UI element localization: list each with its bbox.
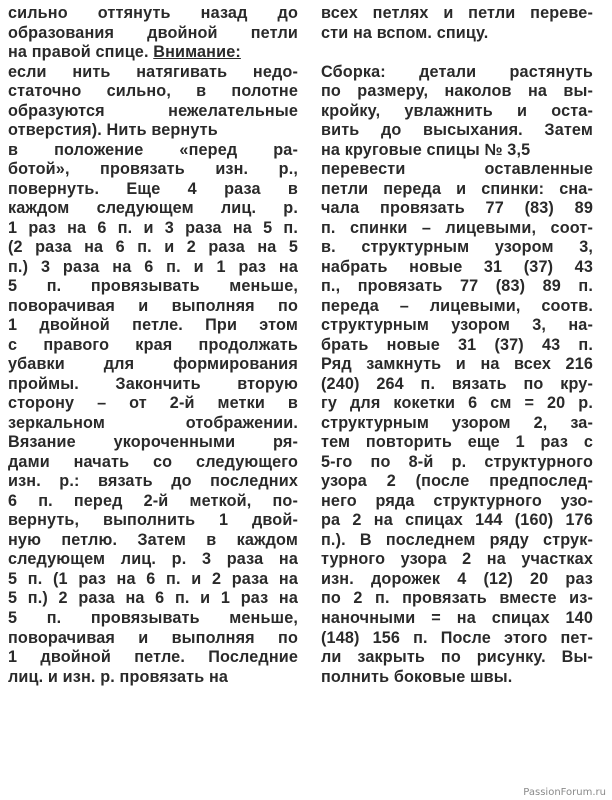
text-line: повернуть. Еще 4 раза в <box>8 179 298 198</box>
text-line: петли переда и спинки: сна- <box>321 179 593 198</box>
text-line: лиц. и изн. р. провязать на <box>8 667 229 686</box>
text-line: отверстия). Нить вернуть <box>8 121 218 140</box>
left-text-column <box>8 4 298 687</box>
text-line: изн. дорожек 4 (12) 20 раз <box>321 569 593 588</box>
text-line: (148) 156 п. После этого пет- <box>321 628 593 647</box>
text-line: поворачивая и выполняя по <box>8 296 298 315</box>
text-line: наночными = на спицах 140 <box>321 608 593 627</box>
text-line: 5 п. провязывать меньше, <box>8 608 298 627</box>
text-line: 5 п. провязывать меньше, <box>8 277 298 296</box>
text-line: изн. р.: вязать до последних <box>8 472 298 491</box>
text-line: зеркальном отображении. <box>8 413 298 432</box>
text-line: с правого края продолжать <box>8 335 298 354</box>
text-line: 5-го по 8-й р. структурного <box>321 452 593 471</box>
text-line: Вязание укороченными ря- <box>8 433 298 452</box>
text-line <box>321 63 593 83</box>
text-line: брать новые 31 (37) 43 п. <box>321 335 593 354</box>
text-line: Ряд замкнуть и на всех 216 <box>321 355 593 374</box>
text-line: турного узора 2 на участках <box>321 550 593 569</box>
text-line: (2 раза на 6 п. и 2 раза на 5 <box>8 238 298 257</box>
text-line: каждом следующем лиц. р. <box>8 199 298 218</box>
text-line: убавки для формирования <box>8 355 298 374</box>
text-line: по 2 п. провязать вместе из- <box>321 589 593 608</box>
text-line: структурным узором 3, на- <box>321 316 593 335</box>
text-line: (240) 264 п. вязать по кру- <box>321 374 593 393</box>
text-line: проймы. Закончить вторую <box>8 374 298 393</box>
text-line: если нить натягивать недо- <box>8 62 298 81</box>
text-line: в. структурным узором 3, <box>321 238 593 257</box>
watermark: PassionForum.ru <box>523 787 606 798</box>
text-line: 6 п. перед 2-й меткой, по- <box>8 491 298 510</box>
line-segment: на правой спице. <box>8 43 154 62</box>
text-line: 1 раз на 6 п. и 3 раза на 5 п. <box>8 218 298 237</box>
text-line: статочно сильно, в полотне <box>8 82 298 101</box>
text-line: кройку, увлажнить и оста- <box>321 101 593 120</box>
line-segment: детали растянуть <box>385 62 593 81</box>
text-line: всех петлях и петли переве- <box>321 4 593 22</box>
text-line: п., провязать 77 (83) 89 п. <box>321 277 593 296</box>
text-line: переда – лицевыми, соотв. <box>321 296 593 315</box>
text-line: ра 2 на спицах 144 (160) 176 <box>321 511 593 530</box>
text-line: п.). В последнем ряду струк- <box>321 530 593 549</box>
text-line: перевести оставленные <box>321 160 593 179</box>
text-line: поворачивая и выполняя по <box>8 628 298 647</box>
text-line: образования двойной петли <box>8 23 298 42</box>
text-line: сильно оттянуть назад до <box>8 4 298 22</box>
text-line: 5 п.) 2 раза на 6 п. и 1 раз на <box>8 589 298 608</box>
text-line: 1 двойной петле. Последние <box>8 648 298 667</box>
text-line: на круговые спицы № 3,5 <box>321 140 531 159</box>
text-line: сти на вспом. спицу. <box>321 23 489 42</box>
text-line: ную петлю. Затем в каждом <box>8 530 298 549</box>
section-heading: Сборка: <box>321 62 386 81</box>
text-line: структурным узором 2, за- <box>321 413 593 432</box>
text-line: дами начать со следующего <box>8 452 298 471</box>
text-line: следующем лиц. р. 3 раза на <box>8 550 298 569</box>
text-line: образуются нежелательные <box>8 101 298 120</box>
text-line: п.) 3 раза на 6 п. и 1 раз на <box>8 257 298 276</box>
text-line: ботой», провязать изн. р., <box>8 160 298 179</box>
text-line: узора 2 (после предпослед- <box>321 472 593 491</box>
text-line: чала провязать 77 (83) 89 <box>321 199 593 218</box>
text-line: вернуть, выполнить 1 двой- <box>8 511 298 530</box>
text-line: вить до высыхания. Затем <box>321 121 593 140</box>
text-line <box>8 43 298 63</box>
text-line: 5 п. (1 раз на 6 п. и 2 раза на <box>8 569 298 588</box>
text-line: набрать новые 31 (37) 43 <box>321 257 593 276</box>
paragraph-gap <box>321 43 593 63</box>
text-line: 1 двойной петле. При этом <box>8 316 298 335</box>
text-line: п. спинки – лицевыми, соот- <box>321 218 593 237</box>
text-line: в положение «перед ра- <box>8 140 298 159</box>
text-line: по размеру, наколов на вы- <box>321 82 593 101</box>
text-line: сторону – от 2-й метки в <box>8 394 298 413</box>
text-line: ли закрыть по рисунку. Вы- <box>321 648 593 667</box>
text-line: тем повторить еще 1 раз с <box>321 433 593 452</box>
text-line: него ряда структурного узо- <box>321 491 593 510</box>
text-line: полнить боковые швы. <box>321 667 513 686</box>
attention-label: Внимание: <box>153 43 241 62</box>
text-line: гу для кокетки 6 см = 20 р. <box>321 394 593 413</box>
right-text-column <box>321 4 593 687</box>
